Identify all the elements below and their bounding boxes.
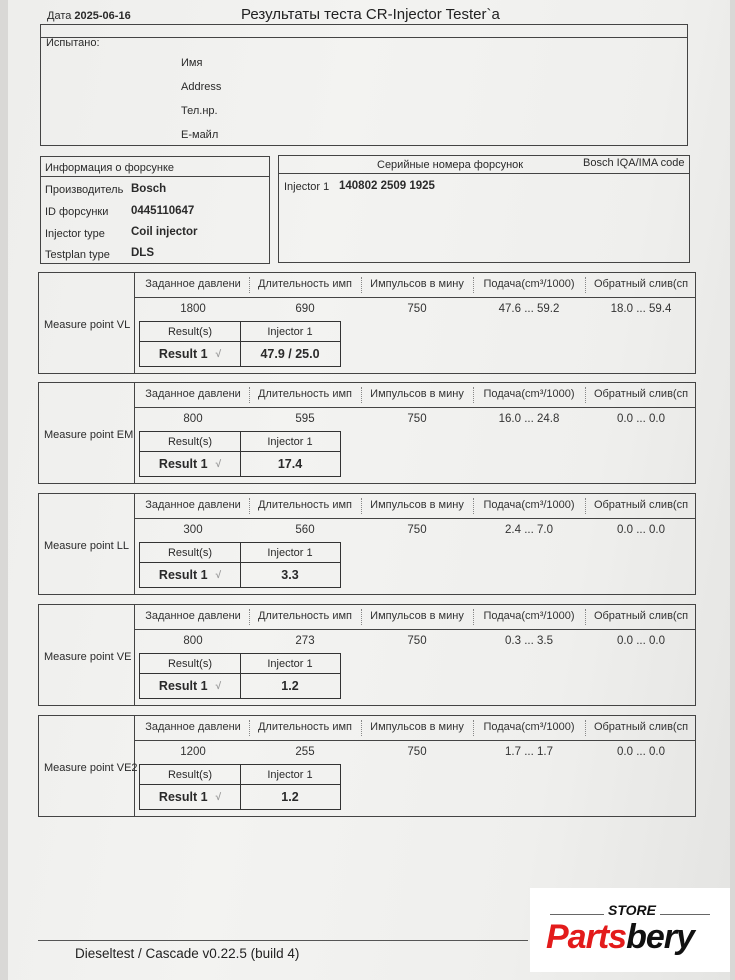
- column-header-return: Обратный слив(сп: [593, 278, 689, 290]
- date-value: 2025-06-16: [74, 10, 131, 22]
- result-row-label: Result 1 √: [158, 568, 222, 582]
- column-header-return: Обратный слив(сп: [593, 388, 689, 400]
- manufacturer-label: Производитель: [45, 184, 124, 196]
- column-header-duration: Длительность имп: [257, 499, 352, 511]
- measure-point-block: [38, 604, 696, 706]
- column-divider: [585, 720, 586, 736]
- column-header-duration: Длительность имп: [257, 388, 352, 400]
- results-header: Result(s): [167, 325, 212, 338]
- injector-info-title: Информация о форсунке: [45, 162, 174, 174]
- value-delivery: 0.3 ... 3.5: [505, 635, 553, 647]
- value-pressure: 800: [183, 413, 203, 425]
- results-header: Result(s): [167, 435, 212, 448]
- column-header-pressure: Заданное давлени: [145, 278, 241, 290]
- tested-phone-label: Тел.нр.: [181, 105, 218, 117]
- check-icon: √: [215, 348, 222, 360]
- header-separator: [134, 407, 695, 408]
- value-return: 0.0 ... 0.0: [617, 746, 665, 758]
- results-header: Result(s): [167, 546, 212, 559]
- column-header-delivery: Подача(cm³/1000): [483, 388, 575, 400]
- result-value: 1.2: [281, 679, 299, 693]
- injector-id-label: ID форсунки: [45, 206, 109, 218]
- value-duration: 273: [295, 635, 315, 647]
- injector-header: Injector 1: [267, 546, 313, 559]
- measure-point-block: [38, 493, 696, 595]
- testplan-type-label: Testplan type: [45, 249, 110, 261]
- injector-type-label: Injector type: [45, 228, 105, 240]
- value-duration: 255: [295, 746, 315, 758]
- check-icon: √: [215, 458, 222, 470]
- column-divider: [585, 609, 586, 625]
- column-header-pulses: Импульсов в мину: [370, 388, 464, 400]
- result-value: 17.4: [277, 457, 303, 471]
- column-divider: [473, 387, 474, 403]
- value-pulses: 750: [407, 635, 427, 647]
- value-return: 0.0 ... 0.0: [617, 413, 665, 425]
- result-row-label: Result 1 √: [158, 790, 222, 804]
- serial-injector-label: Injector 1: [284, 181, 330, 193]
- column-header-return: Обратный слив(сп: [593, 721, 689, 733]
- results-header: Result(s): [167, 657, 212, 670]
- column-header-pressure: Заданное давлени: [145, 610, 241, 622]
- footer-divider: [38, 940, 528, 941]
- value-return: 18.0 ... 59.4: [610, 303, 672, 315]
- column-header-duration: Длительность имп: [257, 278, 352, 290]
- tested-name-label: Имя: [181, 57, 203, 69]
- result-table: [139, 542, 341, 588]
- column-header-pressure: Заданное давлени: [145, 721, 241, 733]
- measure-point-block: [38, 382, 696, 484]
- injector-id-value: 0445110647: [131, 205, 195, 217]
- injector-type-value: Coil injector: [131, 226, 198, 238]
- measure-point-name: Measure point VL: [44, 319, 131, 331]
- value-pressure: 800: [183, 635, 203, 647]
- column-divider: [249, 387, 250, 403]
- column-header-return: Обратный слив(сп: [593, 610, 689, 622]
- header-separator: [134, 740, 695, 741]
- column-header-duration: Длительность имп: [257, 610, 352, 622]
- value-pulses: 750: [407, 746, 427, 758]
- value-delivery: 16.0 ... 24.8: [498, 413, 560, 425]
- column-divider: [249, 609, 250, 625]
- result-row-label: Result 1 √: [158, 679, 222, 693]
- column-header-delivery: Подача(cm³/1000): [483, 499, 575, 511]
- column-divider: [249, 720, 250, 736]
- column-header-pulses: Импульсов в мину: [370, 499, 464, 511]
- value-return: 0.0 ... 0.0: [617, 635, 665, 647]
- column-divider: [585, 277, 586, 293]
- measure-point-block: [38, 272, 696, 374]
- result-table: [139, 764, 341, 810]
- report-title: Результаты теста CR-Injector Tester`a: [241, 6, 500, 23]
- column-divider: [473, 609, 474, 625]
- measure-point-name: Measure point VE2: [44, 762, 138, 774]
- injector-header: Injector 1: [267, 325, 313, 338]
- measure-point-name: Measure point EM: [44, 429, 134, 441]
- column-divider: [249, 498, 250, 514]
- column-divider: [473, 498, 474, 514]
- tested-box: [40, 24, 688, 146]
- result-table: [139, 653, 341, 699]
- column-header-delivery: Подача(cm³/1000): [483, 278, 575, 290]
- column-divider: [473, 720, 474, 736]
- column-divider: [361, 498, 362, 514]
- value-pressure: 1800: [180, 303, 206, 315]
- partsbery-logo: [530, 888, 730, 972]
- value-duration: 595: [295, 413, 315, 425]
- tested-title: Испытано:: [46, 37, 100, 49]
- column-header-pressure: Заданное давлени: [145, 388, 241, 400]
- injector-header: Injector 1: [267, 435, 313, 448]
- column-header-duration: Длительность имп: [257, 721, 352, 733]
- manufacturer-value: Bosch: [131, 183, 167, 195]
- serials-box: [278, 155, 690, 263]
- value-pressure: 300: [183, 524, 203, 536]
- footer-version: Dieseltest / Cascade v0.22.5 (build 4): [75, 946, 300, 961]
- column-header-pulses: Импульсов в мину: [370, 610, 464, 622]
- testplan-type-value: DLS: [131, 247, 154, 259]
- value-duration: 690: [295, 303, 315, 315]
- serials-title: Серийные номера форсунок: [377, 159, 524, 171]
- value-pulses: 750: [407, 413, 427, 425]
- header-separator: [134, 629, 695, 630]
- value-delivery: 47.6 ... 59.2: [498, 303, 560, 315]
- serial-injector-value: 140802 2509 1925: [339, 180, 435, 192]
- value-pressure: 1200: [180, 746, 206, 758]
- check-icon: √: [215, 791, 222, 803]
- header-separator: [134, 297, 695, 298]
- injector-header: Injector 1: [267, 657, 313, 670]
- header-separator: [134, 518, 695, 519]
- result-value: 3.3: [281, 568, 299, 582]
- column-header-delivery: Подача(cm³/1000): [483, 610, 575, 622]
- column-header-delivery: Подача(cm³/1000): [483, 721, 575, 733]
- value-return: 0.0 ... 0.0: [617, 524, 665, 536]
- value-delivery: 1.7 ... 1.7: [505, 746, 553, 758]
- result-value: 1.2: [281, 790, 299, 804]
- column-header-return: Обратный слив(сп: [593, 499, 689, 511]
- column-divider: [585, 387, 586, 403]
- column-divider: [585, 498, 586, 514]
- report-date: Дата 2025-06-16: [47, 10, 131, 22]
- column-divider: [361, 720, 362, 736]
- logo-brand-text: Partsbery: [546, 918, 694, 956]
- column-divider: [361, 277, 362, 293]
- iqa-code-title: Bosch IQA/IMA code: [583, 157, 685, 169]
- result-value: 47.9 / 25.0: [260, 347, 320, 361]
- value-duration: 560: [295, 524, 315, 536]
- column-divider: [249, 277, 250, 293]
- logo-store-text: STORE: [604, 902, 660, 918]
- column-divider: [361, 387, 362, 403]
- results-header: Result(s): [167, 768, 212, 781]
- value-pulses: 750: [407, 524, 427, 536]
- result-table: [139, 321, 341, 367]
- result-table: [139, 431, 341, 477]
- check-icon: √: [215, 680, 222, 692]
- measure-point-name: Measure point LL: [44, 540, 129, 552]
- column-header-pulses: Импульсов в мину: [370, 721, 464, 733]
- column-divider: [473, 277, 474, 293]
- value-pulses: 750: [407, 303, 427, 315]
- column-header-pressure: Заданное давлени: [145, 499, 241, 511]
- column-divider: [361, 609, 362, 625]
- result-row-label: Result 1 √: [158, 347, 222, 361]
- result-row-label: Result 1 √: [158, 457, 222, 471]
- value-delivery: 2.4 ... 7.0: [505, 524, 553, 536]
- tested-email-label: Е-майл: [181, 129, 219, 141]
- report-paper: [8, 0, 730, 980]
- tested-address-label: Address: [181, 81, 222, 93]
- injector-header: Injector 1: [267, 768, 313, 781]
- column-header-pulses: Импульсов в мину: [370, 278, 464, 290]
- measure-point-block: [38, 715, 696, 817]
- measure-point-name: Measure point VE: [44, 651, 132, 663]
- check-icon: √: [215, 569, 222, 581]
- injector-info-box: [40, 156, 270, 264]
